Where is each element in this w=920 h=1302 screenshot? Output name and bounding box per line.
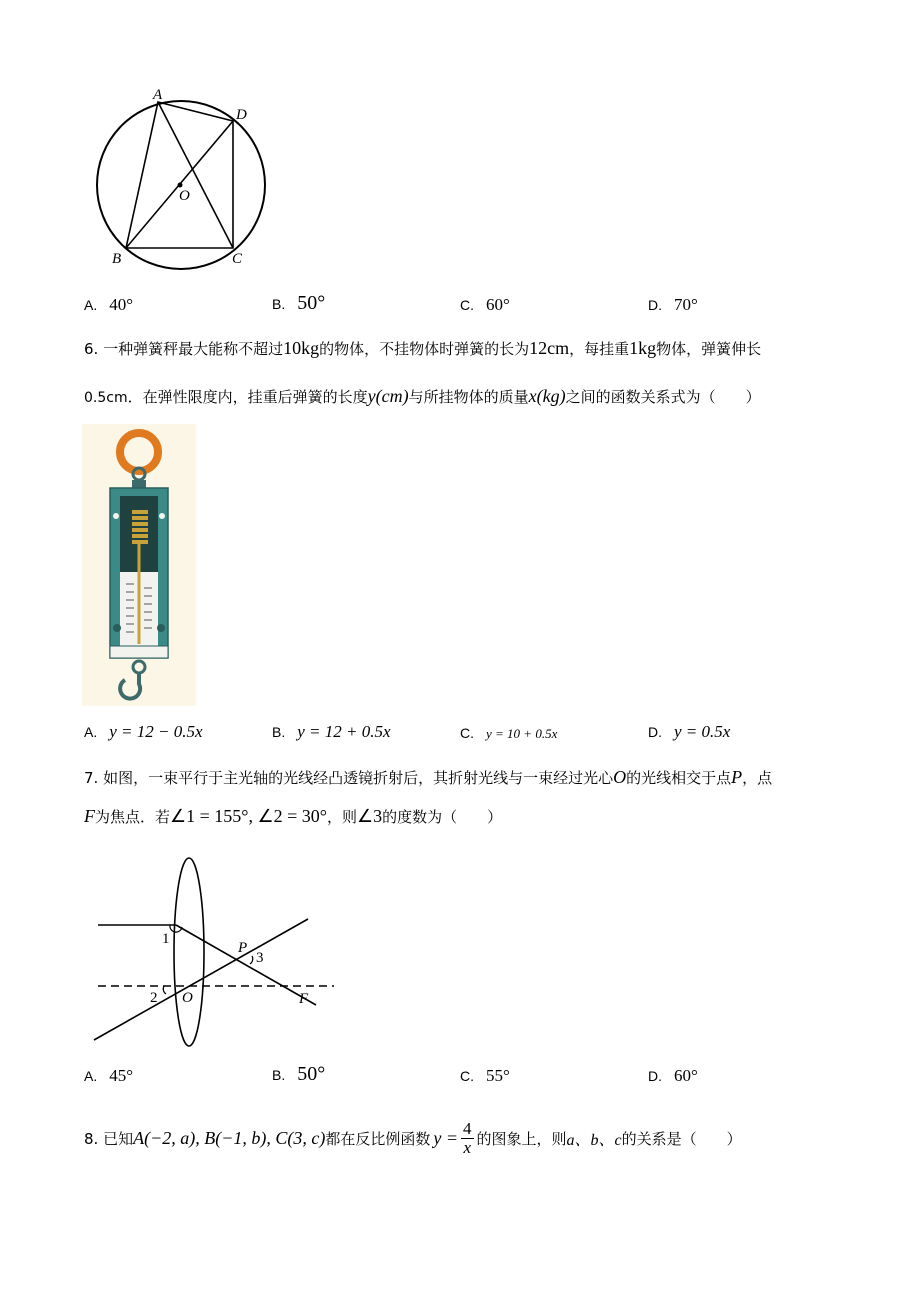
spring-scale-image (82, 424, 196, 706)
q8-number: 8. (84, 1129, 99, 1148)
q8-line: 8. 已知 A(−2, a), B(−1, b), C(3, c) 都在反比例函数 y = $\frac{4}{x}$ 的图象上，则 a、b、c 的关系是（ ） (84, 1119, 742, 1157)
fraction-4-over-x: $\frac{4}{x}$ (463, 1119, 472, 1157)
q7-option-b: B. 50° (272, 1063, 326, 1085)
angle-2-label: 2 (150, 990, 158, 1006)
label-C: C (232, 251, 243, 267)
convex-lens (174, 858, 204, 1046)
label-B: B (112, 251, 122, 267)
q7-option-a: A. 45° (84, 1066, 134, 1085)
refracted-ray (176, 925, 316, 1005)
q6-number: 6. (84, 340, 99, 358)
q6-option-a: A. y = 12 − 0.5x (84, 722, 203, 741)
q7-line-1: 7. 如图，一束平行于主光轴的光线经凸透镜折射后，其折射光线与一束经过光心O的光线相交于点P，点 (84, 767, 773, 787)
q6-option-b: B. y = 12 + 0.5x (272, 722, 391, 741)
angle-1-label: 1 (162, 931, 170, 947)
q5-option-a: A. 40° (84, 295, 134, 314)
q7-line-2: F为焦点．若∠1 = 155°, ∠2 = 30°，则∠3的度数为（ ） (84, 806, 503, 826)
q7-option-d: D. 60° (648, 1066, 698, 1085)
q6-line-1: 6. 一种弹簧秤最大能称不超过10kg的物体，不挂物体时弹簧的长为12cm，每挂重1kg物体，弹簧伸长 (84, 338, 762, 358)
label-O: O (179, 188, 190, 204)
circle-quadrilateral-figure (90, 82, 280, 272)
point-f-label: F (299, 991, 309, 1007)
angle-3-label: 3 (256, 950, 264, 966)
point-p-label: P (238, 940, 248, 956)
q7-number: 7. (84, 769, 99, 787)
q6-option-c: C. y = 10 + 0.5x (460, 725, 558, 741)
optical-center-ray (94, 919, 308, 1040)
center-point (178, 183, 183, 188)
quadrilateral-abcd (126, 102, 233, 248)
q7-option-c: C. 55° (460, 1066, 510, 1085)
q6-option-d: D. y = 0.5x (648, 722, 731, 741)
label-D: D (236, 107, 247, 123)
convex-lens-figure (90, 856, 340, 1052)
q6-line-2: 0.5cm．在弹性限度内，挂重后弹簧的长度y(cm)与所挂物体的质量x(kg)之间的函数关系式为（ ） (84, 386, 761, 406)
q5-option-c: C. 60° (460, 295, 510, 314)
label-A: A (153, 87, 163, 103)
diagonal-ac (158, 102, 233, 248)
point-o-label: O (182, 990, 193, 1006)
q5-option-b: B. 50° (272, 292, 326, 314)
q5-option-d: D. 70° (648, 295, 698, 314)
